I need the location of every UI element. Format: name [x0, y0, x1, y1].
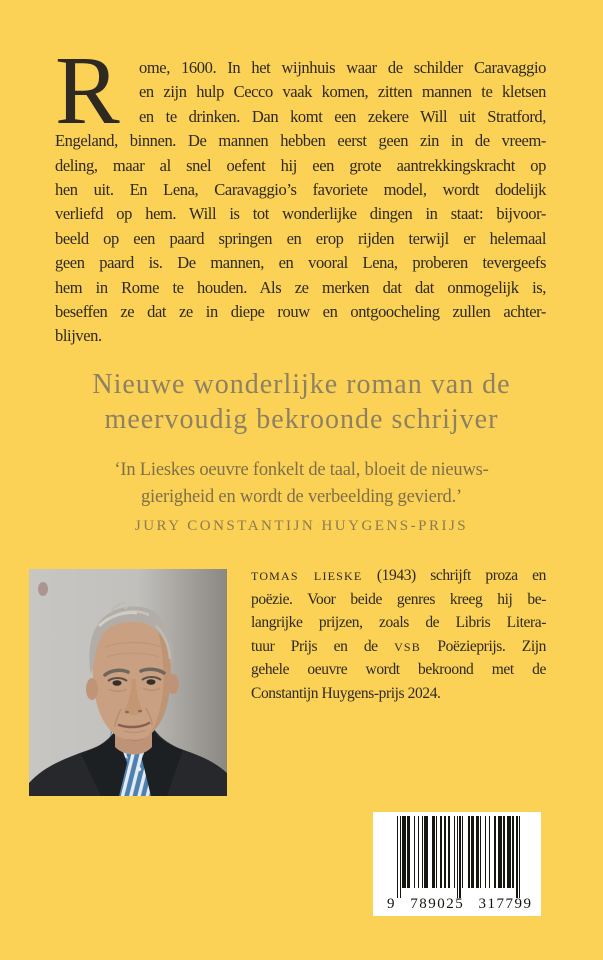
synopsis-line: geen paard is. De mannen, en vooral Lena, proberen tevergeefs	[55, 253, 546, 273]
jury-quote	[30, 457, 573, 535]
synopsis-line: verliefd op hem. Will is tot wonderlijke dingen in staat: bijvoor-	[55, 204, 546, 224]
synopsis-line: en zijn hulp Cecco vaak komen, zitten mannen te kletsen	[139, 82, 546, 102]
barcode-bars	[397, 816, 520, 898]
portrait-illustration	[29, 569, 227, 796]
bio-line: langrijke prijzen, zoals de Libris Litera-	[251, 614, 546, 632]
tagline	[0, 368, 603, 437]
synopsis-line: blijven.	[55, 326, 102, 346]
synopsis-line: Engeland, binnen. De mannen hebben eerst geen zin in de vreem-	[55, 131, 546, 151]
synopsis-line: hen uit. En Lena, Caravaggio’s favoriete model, wordt dodelijk	[55, 179, 546, 199]
vsb-abbreviation: VSB	[394, 639, 422, 654]
quote-attribution: JURY CONSTANTIJN HUYGENS-PRIJS	[134, 518, 469, 534]
barcode-digits: 9 789025 317799	[387, 896, 533, 912]
bio-line: poëzie. Voor beide genres kreeg hij be-	[251, 590, 546, 608]
synopsis-line: deling, maar al snel oefent hij een grote aantrekkingskracht op	[55, 155, 546, 175]
bio-line: tuur Prijs en de VSB Poëzieprijs. Zijn	[251, 637, 546, 655]
synopsis-line: hem in Rome te houden. Als ze merken dat dat onmogelijk is,	[55, 277, 546, 297]
bio-line: Constantijn Huygens-prijs 2024.	[251, 684, 441, 702]
barcode	[373, 812, 541, 916]
synopsis-paragraph	[55, 37, 546, 349]
drop-cap: R	[55, 37, 120, 144]
synopsis-line: beseffen ze dat ze in diepe rouw en ontgoocheling zullen achter-	[55, 301, 546, 321]
bio-line: gehele oeuvre wordt bekroond met de	[251, 661, 546, 679]
author-bio	[251, 564, 546, 706]
bio-line: TOMAS LIESKE (1943) schrijft proza en	[251, 567, 547, 584]
author-name: TOMAS LIESKE	[251, 569, 363, 583]
synopsis-line: beeld op een paard springen en erop rijden terwijl er helemaal	[55, 228, 546, 248]
quote-line: ‘In Lieskes oeuvre fonkelt de taal, bloeit de nieuws-	[114, 460, 489, 480]
author-photo	[29, 569, 227, 796]
synopsis-line: en te drinken. Dan komt een zekere Will uit Stratford,	[139, 106, 546, 126]
tagline-line: Nieuwe wonderlijke roman van de	[92, 369, 511, 400]
synopsis-line: ome, 1600. In het wijnhuis waar de schilder Caravaggio	[139, 58, 546, 77]
tagline-line: meervoudig bekroonde schrijver	[104, 403, 499, 435]
quote-line: gierigheid en wordt de verbeelding gevierd.’	[141, 487, 462, 507]
